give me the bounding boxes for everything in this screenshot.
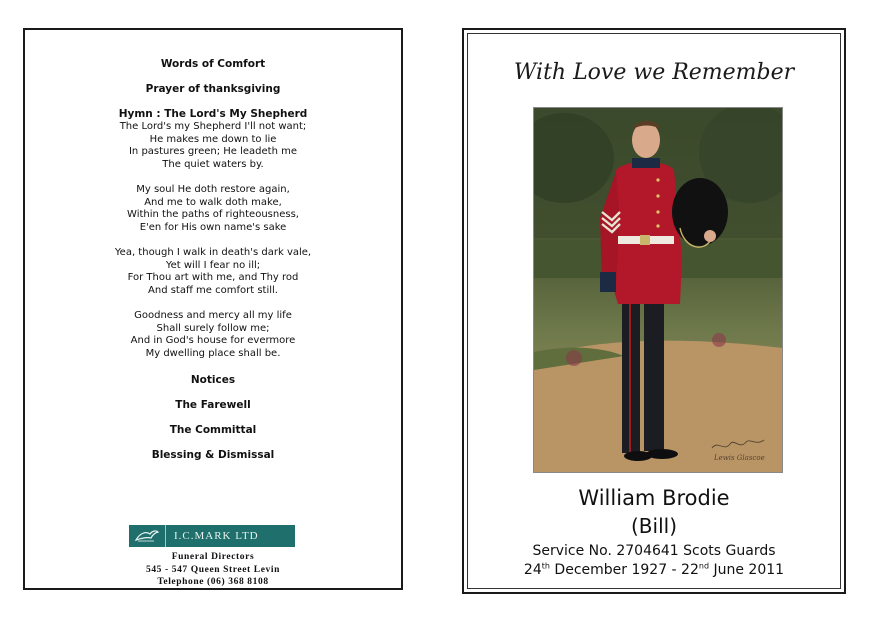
hymn-title: Hymn : The Lord's My Shepherd [118, 108, 308, 120]
hymn-line: And staff me comfort still. [148, 284, 278, 296]
order-item-committal: The Committal [169, 424, 257, 436]
logo-text: I.C.MARK LTD [174, 530, 259, 542]
hymn-line: My dwelling place shall be. [145, 347, 281, 359]
bird-logo-icon [129, 525, 166, 547]
hymn-line: The quiet waters by. [162, 158, 264, 170]
hymn-line: He makes me down to lie [149, 133, 277, 145]
photo-signature: Lewis Glascoe [714, 454, 765, 462]
hymn-verse-3 [25, 247, 401, 297]
hymn-line: Shall surely follow me; [156, 322, 270, 334]
hymn-line: Goodness and mercy all my life [134, 310, 292, 321]
tagline: With Love we Remember [513, 60, 795, 85]
birth-day-suffix: th [541, 561, 550, 571]
hymn-line: My soul He doth restore again, [136, 184, 290, 195]
birth-rest: December 1927 - 22 [554, 562, 699, 578]
birth-day: 24 [523, 562, 542, 578]
service-number: Service No. 2704641 Scots Guards [532, 543, 776, 559]
cover-inner-border [467, 33, 841, 589]
funeral-director-address: 545 - 547 Queen Street Levin [145, 564, 281, 575]
life-dates [468, 562, 840, 578]
order-item-prayer: Prayer of thanksgiving [145, 83, 281, 95]
hymn-verse-1 [25, 121, 401, 171]
hymn-line: For Thou art with me, and Thy rod [127, 272, 299, 284]
deceased-name: William Brodie [578, 486, 730, 510]
hymn-line: Yea, though I walk in death's dark vale, [114, 247, 312, 258]
order-item-blessing: Blessing & Dismissal [151, 449, 275, 461]
hymn-verse-2 [25, 184, 401, 234]
funeral-director-title: Funeral Directors [171, 552, 255, 562]
soldier-portrait [533, 107, 783, 473]
death-rest: June 2011 [713, 562, 785, 578]
funeral-director-details [25, 551, 401, 589]
hymn-verse-4 [25, 310, 401, 360]
order-item-notices: Notices [190, 374, 236, 386]
funeral-director-logo [129, 525, 295, 547]
hymn-line: E'en for His own name's sake [139, 221, 287, 233]
order-of-service-panel [23, 28, 403, 590]
hymn-line: The Lord's my Shepherd I'll not want; [119, 121, 307, 132]
hymn-line: And in God's house for evermore [130, 335, 296, 347]
hymn-line: And me to walk doth make, [144, 196, 282, 208]
hymn-line: Yet will I fear no ill; [165, 259, 261, 271]
order-item-words-of-comfort: Words of Comfort [160, 58, 266, 70]
deceased-nickname: (Bill) [631, 514, 677, 538]
death-day-suffix: nd [698, 561, 710, 571]
hymn-line: In pastures green; He leadeth me [128, 146, 297, 158]
hymn-line: Within the paths of righteousness, [127, 209, 299, 221]
cover-panel [462, 28, 846, 594]
funeral-director-phone: Telephone (06) 368 8108 [157, 577, 269, 587]
order-item-farewell: The Farewell [175, 399, 251, 411]
